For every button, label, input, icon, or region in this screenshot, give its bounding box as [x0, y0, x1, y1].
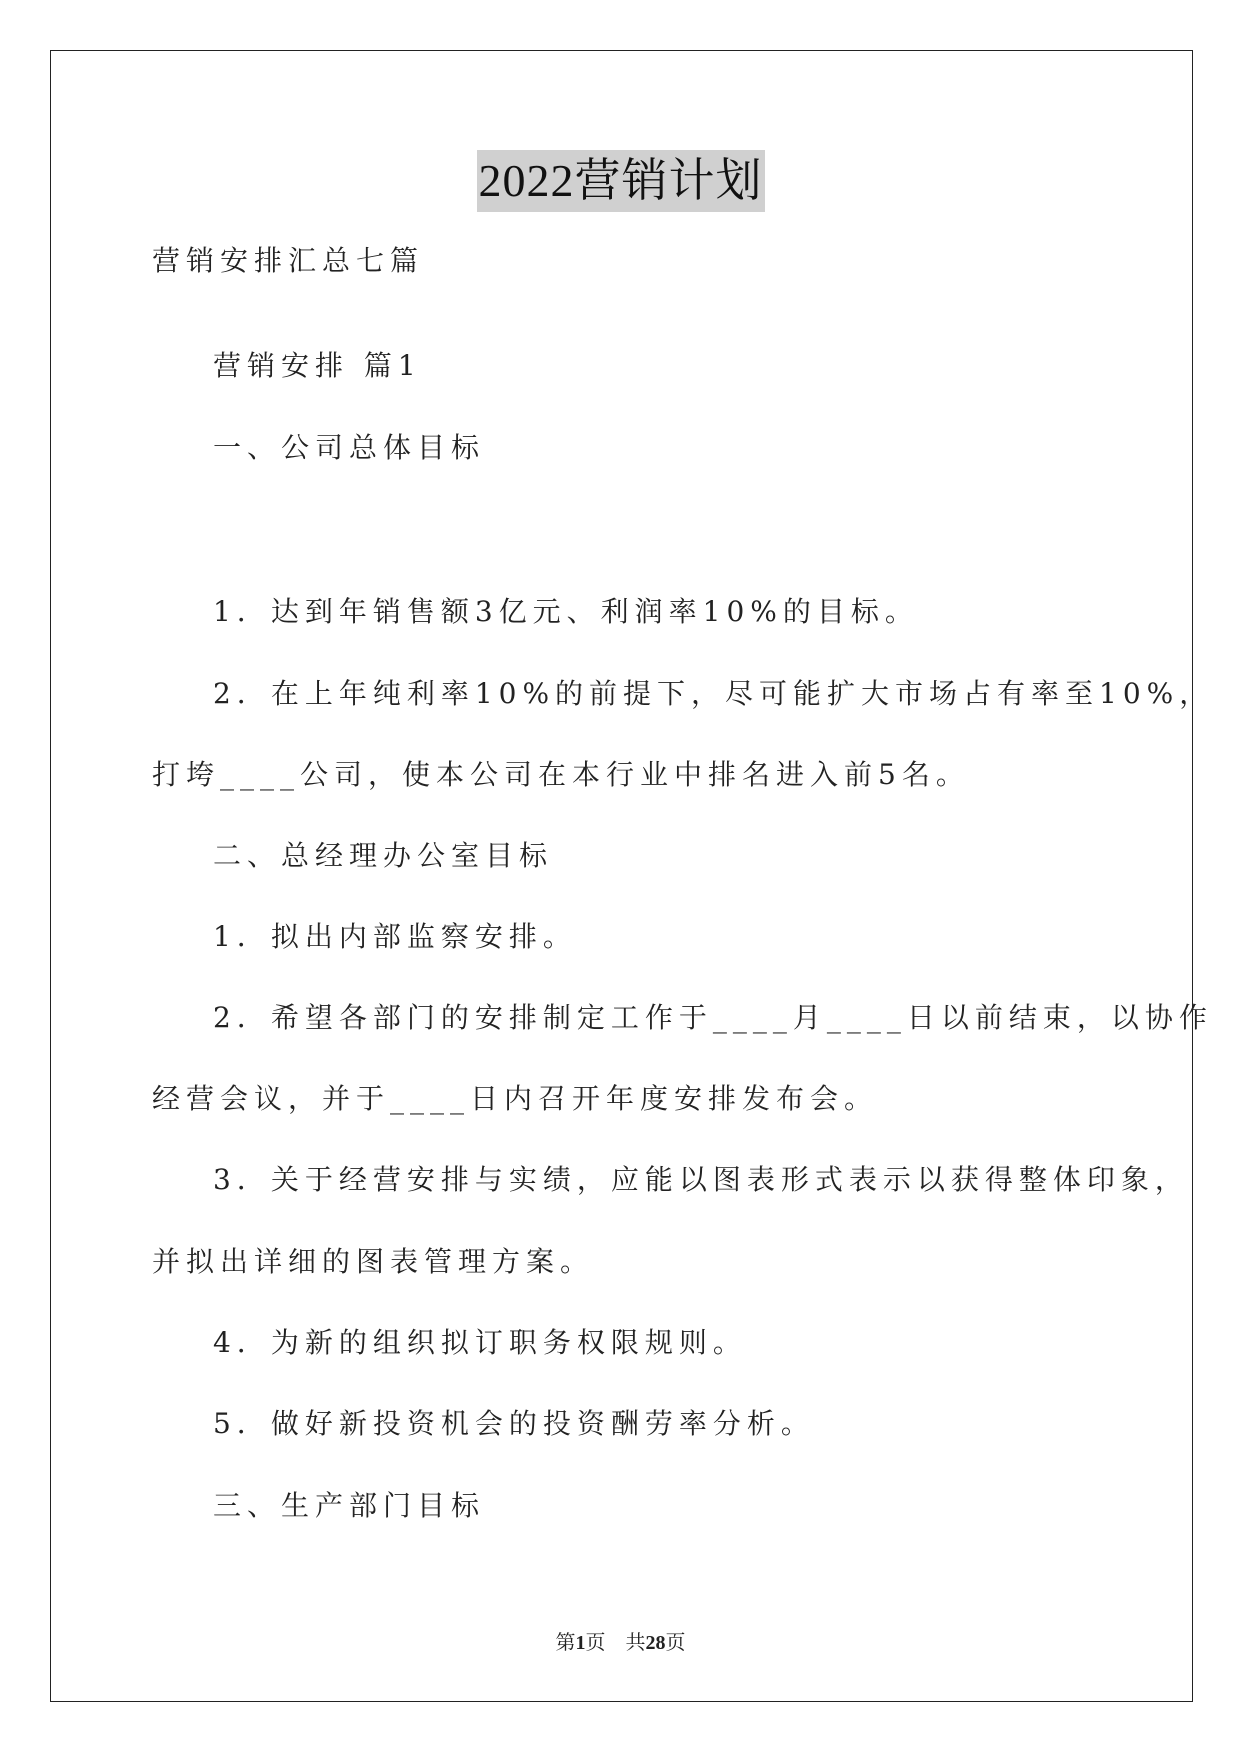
line-2: 营销安排 篇1: [213, 349, 422, 382]
title-wrap: [0, 150, 1241, 212]
line-1: 营销安排汇总七篇: [152, 244, 425, 277]
line-13: 4．为新的组织拟订职务权限规则。: [213, 1326, 747, 1359]
line-10: 经营会议，并于____日内召开年度安排发布会。: [152, 1082, 879, 1115]
line-14: 5．做好新投资机会的投资酬劳率分析。: [213, 1407, 815, 1440]
document-title: 2022营销计划: [477, 150, 765, 212]
line-15: 三、生产部门目标: [213, 1489, 486, 1522]
page-footer: [0, 1626, 1241, 1655]
footer-page-number: 1: [575, 1632, 586, 1654]
line-6: 打垮____公司，使本公司在本行业中排名进入前5名。: [152, 758, 970, 791]
line-9: 2．希望各部门的安排制定工作于____月____日以前结束，以协作: [213, 1001, 1213, 1034]
line-12: 并拟出详细的图表管理方案。: [152, 1245, 595, 1278]
footer-total-prefix: 共: [625, 1632, 646, 1654]
line-3: 一、公司总体目标: [213, 431, 486, 464]
line-5: 2．在上年纯利率10%的前提下，尽可能扩大市场占有率至10%，: [213, 677, 1214, 710]
footer-page-unit: 页: [585, 1632, 606, 1654]
line-7: 二、总经理办公室目标: [213, 839, 554, 872]
line-11: 3．关于经营安排与实绩，应能以图表形式表示以获得整体印象，: [213, 1163, 1189, 1196]
line-8: 1．拟出内部监察安排。: [213, 920, 577, 953]
page-border: [50, 50, 1193, 1702]
footer-total-unit: 页: [665, 1632, 686, 1654]
line-4: 1．达到年销售额3亿元、利润率10%的目标。: [213, 595, 919, 628]
footer-page-prefix: 第: [555, 1632, 576, 1654]
footer-total-pages: 28: [645, 1632, 666, 1654]
